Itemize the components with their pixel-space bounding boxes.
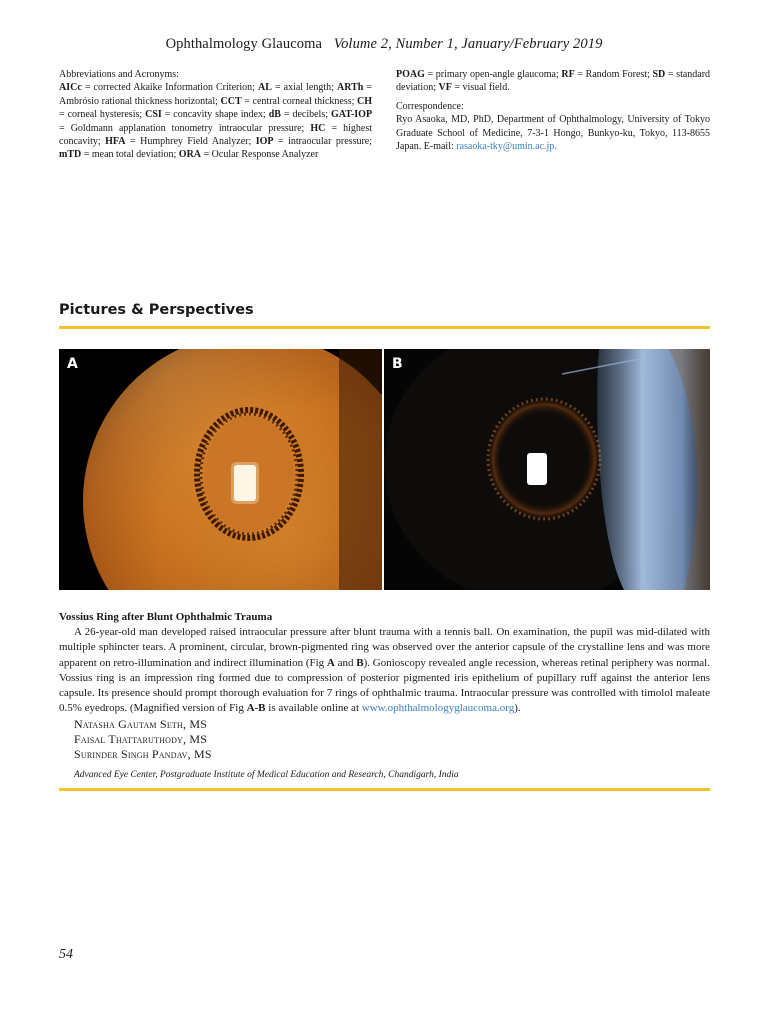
article-title: Vossius Ring after Blunt Ophthalmic Trauma xyxy=(59,611,273,623)
page-number: 54 xyxy=(59,947,73,962)
correspondence-block xyxy=(396,100,710,154)
abbreviations-column-right xyxy=(396,68,710,153)
journal-name: Ophthalmology Glaucoma xyxy=(165,36,322,52)
panel-a-eye-image xyxy=(59,349,382,590)
author-name: Natasha Gautam Seth, MS xyxy=(74,717,208,731)
author-affiliation: Advanced Eye Center, Postgraduate Institute of Medical Education and Research, Chandigarh, India xyxy=(74,770,459,780)
panel-a-label: A xyxy=(67,356,78,372)
section-divider-top xyxy=(59,326,710,329)
panel-b-label: B xyxy=(392,356,403,372)
panel-b-eye-image xyxy=(384,349,710,590)
abbreviations-list-left: AICc = corrected Akaike Information Criterion; AL = axial length; ARTh = Ambrósio rational thickness horizontal; CCT = central corneal thickness; CH = corneal hysteresis; CSI = concavity shape index; dB = decibels; GAT-IOP = Goldmann applanation tonometry intraocular pressure; HC = highest concavity; HFA = Humphrey Field Analyzer; IOP = intraocular pressure; mTD = mean total deviation; ORA = Ocular Response Analyzer xyxy=(59,82,373,161)
article xyxy=(59,610,710,716)
figure-panel-b xyxy=(384,349,710,590)
correspondence-heading: Correspondence: xyxy=(396,100,464,112)
abbreviations-heading: Abbreviations and Acronyms: xyxy=(59,69,179,80)
abbreviations-column xyxy=(59,68,372,162)
volume-issue: Volume 2, Number 1, January/February 2019 xyxy=(333,36,603,52)
correspondence-text: Ryo Asaoka, MD, PhD, Department of Ophthalmology, University of Tokyo Graduate School of Medicine, 7-3-1 Hongo, Bunkyo-ku, Tokyo, 113-8655 Japan. E-mail: rasaoka-tky@umin.ac.jp. xyxy=(396,114,710,153)
figure-panel-a xyxy=(59,349,382,590)
article-body: A 26-year-old man developed raised intraocular pressure after blunt trauma with a tennis ball. On examination, the pupil was mid-dilated with multiple sphincter tears. A prominent, circular, brown-pigmented ring was observed over the anterior capsule of the crystalline lens and was more apparent on retro-illumination and indirect illumination (Fig A and B). Gonioscopy revealed angle recession, whereas retinal periphery was normal. Vossius ring is an impression ring formed due to compression of posterior pigmented iris epithelium of pupillary ruff against the anterior lens capsule. Its presence should prompt thorough evaluation for 7 rings of ophthalmic trauma. Intraocular pressure was controlled with timolol maleate 0.5% eyedrops. (Magnified version of Fig A-B is available online at www.ophthalmologyglaucoma.org). xyxy=(59,626,710,715)
author-list xyxy=(74,717,212,762)
author-name: Faisal Thattaruthody, MS xyxy=(74,732,208,746)
section-title: Pictures & Perspectives xyxy=(59,302,254,318)
abbreviations-list-right: POAG = primary open-angle glaucoma; RF = Random Forest; SD = standard deviation; VF = visual field. xyxy=(396,69,711,94)
section-divider-bottom xyxy=(59,788,710,791)
running-head xyxy=(0,36,768,53)
correspondence-email-link[interactable]: rasaoka-tky@umin.ac.jp. xyxy=(456,141,557,153)
figure xyxy=(59,349,710,590)
author-name: Surinder Singh Pandav, MS xyxy=(74,747,212,761)
journal-url-link[interactable]: www.ophthalmologyglaucoma.org xyxy=(361,702,515,715)
